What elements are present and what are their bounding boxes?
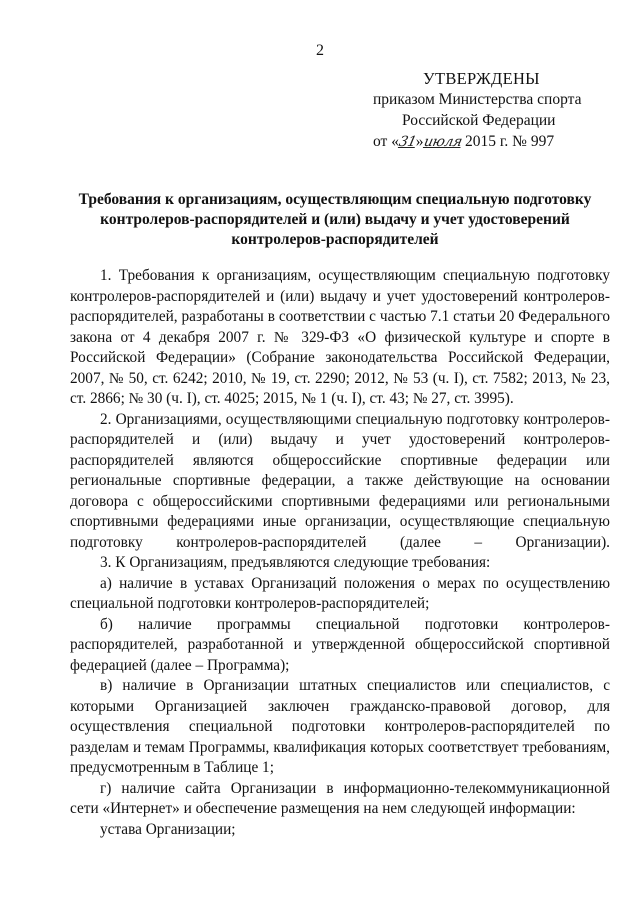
title-line-1: Требования к организациям, осуществляющим специальную подготовку [78, 191, 592, 208]
title-line-3: контролеров-распорядителей [231, 231, 439, 248]
title-line-2: контролеров-распорядителей и (или) выдачу и учет удостоверений [100, 211, 570, 228]
paragraph-2: 2. Организациями, осуществляющими специальную подготовку контролеров-распорядителей и (или) выдачу и учет удостоверений контролеров-распорядителей являются общероссийские спортивные федерации или региональные спортивные федерации, а также действующие на основании договора с общероссийскими спортивными федерациями или региональными спортивными федерациями иные организации, осуществляющие специальную подготовку контролеров-распорядителей (далее – Организации). [70, 410, 610, 551]
handwritten-day: 31 [397, 134, 418, 150]
paragraph-3d-item: устава Организации; [100, 820, 236, 838]
paragraph-3: 3. К Организациям, предъявляются следующие требования: [100, 554, 491, 571]
document-title [70, 190, 600, 250]
date-mid: » [415, 133, 424, 150]
paragraph-3d: г) наличие сайта Организации в информационно-телекоммуникационной сети «Интернет» и обеспечение размещения на нем следующей информации: [70, 779, 610, 817]
paragraph-3c: в) наличие в Организации штатных специалистов или специалистов, с которыми Организацией заключен гражданско-правовой договор, для осуществления специальной подготовки контролеров-распорядителей по разделам и темам Программы, квалификация которых соответствует требованиям, предусмотренным в Таблице 1; [70, 677, 610, 776]
paragraph-3a: а) наличие в уставах Организаций положения о мерах по осуществлению специальной подготовки контролеров-распорядителей; [70, 574, 610, 612]
paragraph-3b: б) наличие программы специальной подготовки контролеров-распорядителей, разработанной и утвержденной общероссийской спортивной федерацией (далее – Программа); [70, 615, 610, 674]
date-suffix: 2015 г. № 997 [461, 133, 555, 150]
approval-date-line [363, 131, 613, 153]
handwritten-month: июля [421, 134, 463, 150]
approval-order-line: приказом Министерства спорта [373, 91, 582, 108]
page-number: 2 [316, 42, 324, 59]
document-body [70, 266, 610, 840]
approval-heading: УТВЕРЖДЕНЫ [423, 69, 540, 88]
approval-block [363, 68, 613, 153]
approval-ministry-line: Российской Федерации [402, 112, 556, 129]
date-prefix: от « [373, 133, 399, 150]
paragraph-1: 1. Требования к организациям, осуществляющим специальную подготовку контролеров-распорядителей и (или) выдачу и учет удостоверений контролеров-распорядителей, разработаны в соответствии с частью 7.1 статьи 20 Федерального закона от 4 декабря 2007 г. № 329-ФЗ «О физической культуре и спорте в Российской Федерации» (Собрание законодательства Российской Федерации, 2007, № 50, ст. 6242; 2010, № 19, ст. 2290; 2012, № 53 (ч. I), ст. 7582; 2013, № 23, ст. 2866; № 30 (ч. I), ст. 4025; 2015, № 1 (ч. I), ст. 43; № 27, ст. 3995). [70, 267, 610, 407]
